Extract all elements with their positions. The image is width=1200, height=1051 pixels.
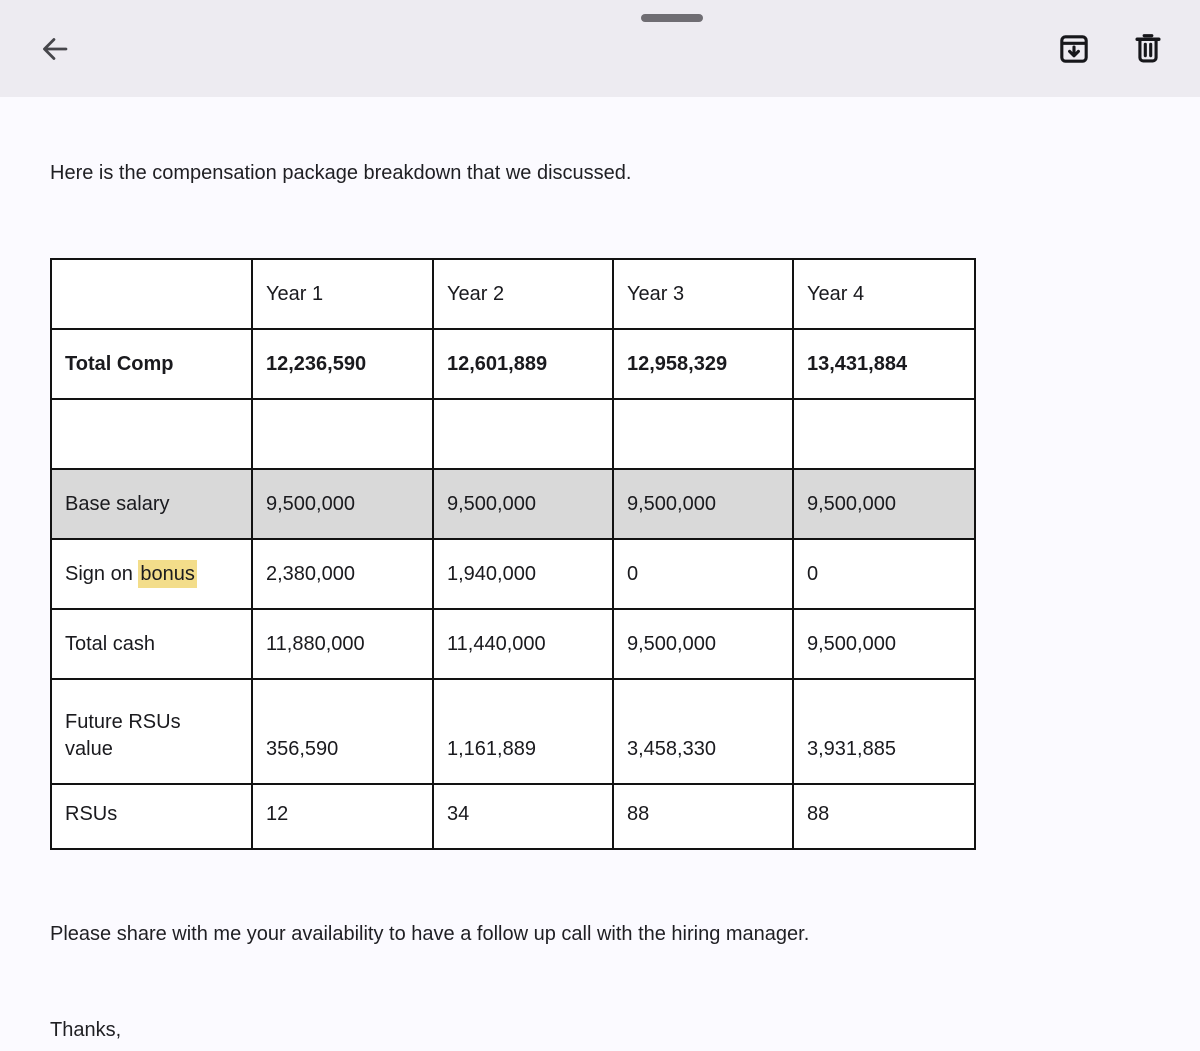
cell-value [252, 399, 433, 469]
cell-value: 0 [613, 539, 793, 609]
trash-icon [1131, 31, 1165, 65]
row-label [51, 399, 252, 469]
row-label: RSUs [51, 784, 252, 849]
cell-value: 88 [793, 784, 975, 849]
table-row-total-comp [51, 329, 975, 399]
cell-value [433, 399, 613, 469]
cell-value: 9,500,000 [793, 609, 975, 679]
cell-value: 3,931,885 [793, 679, 975, 784]
row-label: Sign on bonus [51, 539, 252, 609]
table-row-base-salary [51, 469, 975, 539]
cell-value: 9,500,000 [433, 469, 613, 539]
header-cell-year2: Year 2 [433, 259, 613, 329]
table-header-row [51, 259, 975, 329]
table-row-rsus [51, 784, 975, 849]
drag-handle[interactable] [641, 14, 703, 22]
archive-icon [1057, 32, 1091, 66]
cell-value: 9,500,000 [252, 469, 433, 539]
cell-value: 12,958,329 [613, 329, 793, 399]
email-signoff-text: Thanks, [50, 1019, 122, 1041]
row-label: Total cash [51, 609, 252, 679]
cell-value [613, 399, 793, 469]
cell-value: 12 [252, 784, 433, 849]
table-row-sign-on-bonus [51, 539, 975, 609]
search-highlight: bonus [138, 560, 197, 588]
cell-value: 12,236,590 [252, 329, 433, 399]
row-label: Future RSUs value [51, 679, 252, 784]
row-label: Total Comp [51, 329, 252, 399]
back-button[interactable] [31, 25, 79, 73]
cell-value: 1,161,889 [433, 679, 613, 784]
cell-value: 3,458,330 [613, 679, 793, 784]
cell-value: 11,880,000 [252, 609, 433, 679]
cell-value: 1,940,000 [433, 539, 613, 609]
header-cell-year4: Year 4 [793, 259, 975, 329]
cell-value [793, 399, 975, 469]
header-cell-year3: Year 3 [613, 259, 793, 329]
cell-value: 356,590 [252, 679, 433, 784]
table-row-future-rsus-value [51, 679, 975, 784]
cell-value: 9,500,000 [793, 469, 975, 539]
email-outro-text: Please share with me your availability to have a follow up call with the hiring manager. [50, 923, 810, 945]
cell-value: 12,601,889 [433, 329, 613, 399]
compensation-table [50, 258, 976, 850]
delete-button[interactable] [1124, 24, 1172, 72]
cell-value: 88 [613, 784, 793, 849]
header-cell-year1: Year 1 [252, 259, 433, 329]
archive-button[interactable] [1050, 25, 1098, 73]
table-row-empty [51, 399, 975, 469]
header-cell-blank [51, 259, 252, 329]
cell-value: 9,500,000 [613, 469, 793, 539]
top-app-bar [0, 0, 1200, 97]
cell-value: 13,431,884 [793, 329, 975, 399]
row-label: Base salary [51, 469, 252, 539]
cell-value: 34 [433, 784, 613, 849]
back-arrow-icon [39, 33, 71, 65]
table-row-total-cash [51, 609, 975, 679]
cell-value: 11,440,000 [433, 609, 613, 679]
email-body [0, 160, 1200, 1044]
cell-value: 2,380,000 [252, 539, 433, 609]
cell-value: 9,500,000 [613, 609, 793, 679]
cell-value: 0 [793, 539, 975, 609]
email-intro-text: Here is the compensation package breakdown that we discussed. [50, 162, 632, 184]
